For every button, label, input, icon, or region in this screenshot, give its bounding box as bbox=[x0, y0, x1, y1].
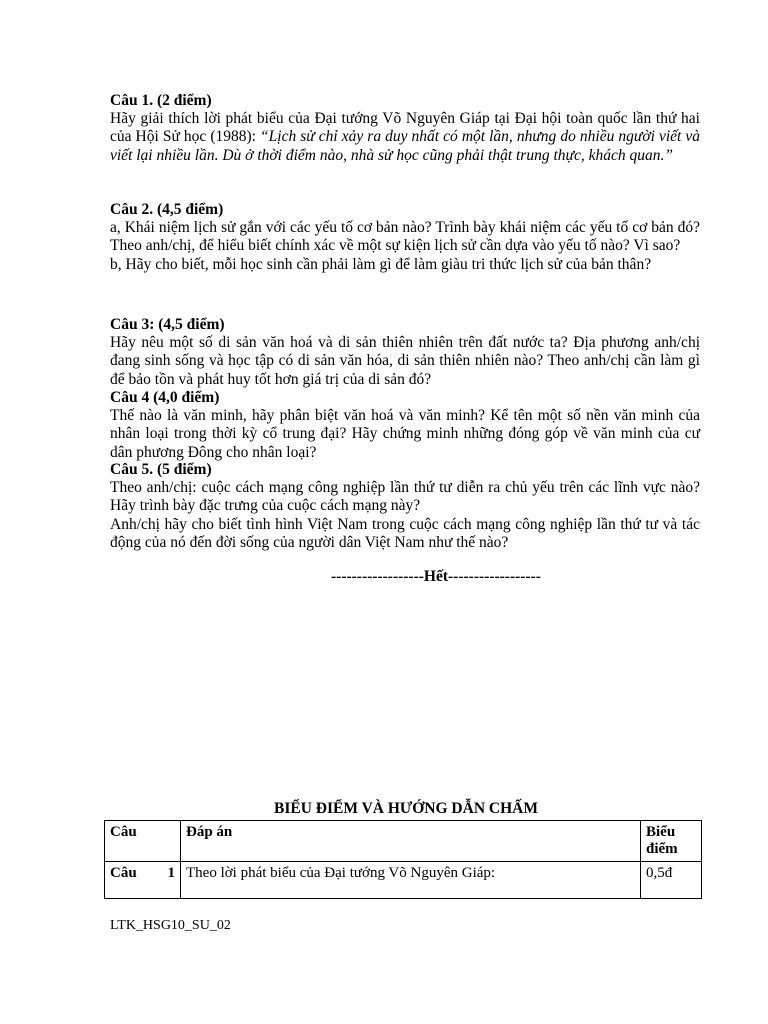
rubric-header-row bbox=[105, 821, 702, 862]
question-5 bbox=[110, 461, 700, 552]
question-5-heading: Câu 5. (5 điểm) bbox=[110, 461, 212, 478]
rubric-question-number: 1 bbox=[167, 865, 175, 881]
question-1-body bbox=[110, 110, 700, 165]
rubric-cell-score: 0,5đ bbox=[641, 862, 702, 899]
page-footer: LTK_HSG10_SU_02 bbox=[110, 918, 231, 933]
question-1 bbox=[110, 92, 700, 165]
question-1-heading: Câu 1. (2 điểm) bbox=[110, 92, 212, 109]
question-3 bbox=[110, 316, 700, 389]
question-4 bbox=[110, 389, 700, 462]
question-3-body: Hãy nêu một số di sản văn hoá và di sản thiên nhiên trên đất nước ta? Địa phương anh/chị đang sinh sống và học tập có di sản văn hóa, di sản thiên nhiên nào? Theo anh/chị cần làm gì để bảo tồn và phát huy tốt hơn giá trị của di sản đó? bbox=[110, 334, 700, 388]
rubric-table bbox=[104, 820, 702, 899]
question-4-heading: Câu 4 (4,0 điểm) bbox=[110, 389, 220, 406]
end-marker: ------------------Hết------------------ bbox=[331, 568, 541, 585]
rubric-header-question: Câu bbox=[105, 821, 181, 862]
question-5-part-2: Anh/chị hãy cho biết tình hình Việt Nam trong cuộc cách mạng công nghiệp lần thứ tư và tác động của nó đến đời sống của người dân Việt Nam như thế nào? bbox=[110, 515, 700, 551]
rubric-title: BIỂU ĐIỂM VÀ HƯỚNG DẪN CHẤM bbox=[274, 800, 538, 817]
rubric-header-score: Biểu điểm bbox=[641, 821, 702, 862]
rubric-question-word: Câu bbox=[110, 865, 137, 881]
table-row bbox=[105, 862, 702, 899]
question-2-part-b: b, Hãy cho biết, mỗi học sinh cần phải làm gì để làm giàu tri thức lịch sử của bản thân? bbox=[110, 255, 652, 273]
question-1-quote: “Lịch sử chỉ xảy ra duy nhất có một lần, nhưng do nhiều người viết và viết lại nhiều lần. Dù ở thời điểm nào, nhà sử học cũng phải thật trung thực, khách quan.” bbox=[110, 128, 700, 164]
question-2-part-a: a, Khái niệm lịch sử gắn với các yếu tố cơ bản nào? Trình bày khái niệm các yếu tố cơ bản đó? Theo anh/chị, để hiểu biết chính xác về một sự kiện lịch sử cần dựa vào yếu tố nào? Vì sao? bbox=[110, 219, 700, 255]
question-3-heading: Câu 3: (4,5 điểm) bbox=[110, 316, 225, 333]
rubric-question-label bbox=[110, 865, 175, 882]
question-2 bbox=[110, 201, 700, 274]
rubric-header-answer: Đáp án bbox=[181, 821, 641, 862]
question-5-part-1: Theo anh/chị: cuộc cách mạng công nghiệp lần thứ tư diễn ra chủ yếu trên các lĩnh vực nào? Hãy trình bày đặc trưng của cuộc cách mạng này? bbox=[110, 479, 700, 515]
question-4-body: Thế nào là văn minh, hãy phân biệt văn hoá và văn minh? Kể tên một số nền văn minh của nhân loại trong thời kỳ cổ trung đại? Hãy chứng minh những đóng góp về văn minh của cư dân phương Đông cho nhân loại? bbox=[110, 407, 700, 461]
question-1-text: Hãy giải thích lời phát biểu của Đại tướng Võ Nguyên Giáp tại Đại hội toàn quốc lần thứ hai của Hội Sử học (1988): bbox=[110, 110, 700, 146]
rubric-cell-answer: Theo lời phát biểu của Đại tướng Võ Nguyên Giáp: bbox=[181, 862, 641, 899]
rubric-cell-question bbox=[105, 862, 181, 899]
question-2-heading: Câu 2. (4,5 điểm) bbox=[110, 201, 224, 218]
